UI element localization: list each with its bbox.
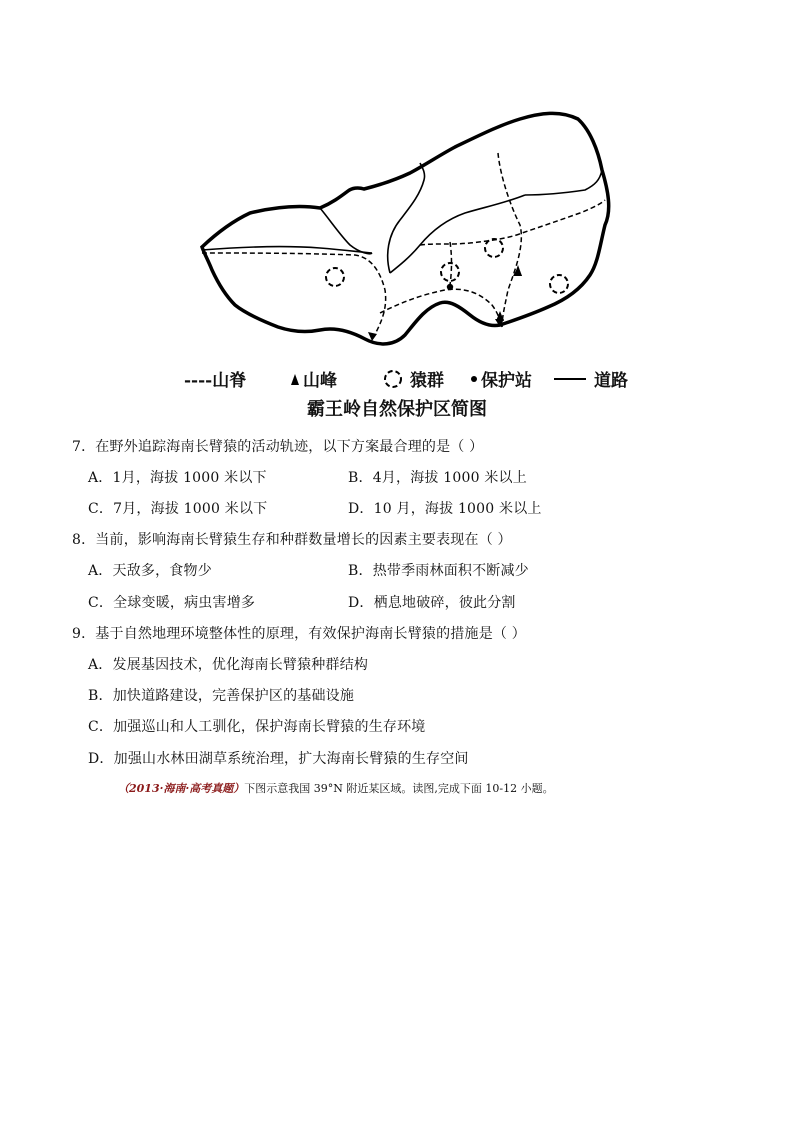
question-7-option-d: D．10 月，海拔 1000 米以上	[348, 501, 542, 517]
map-legend	[184, 364, 654, 390]
gibbon-group-icon	[485, 239, 503, 257]
figure-caption: 霸王岭自然保护区简图	[307, 399, 487, 420]
question-8-option-c: C．全球变暖，病虫害增多	[88, 595, 256, 611]
road	[320, 208, 372, 254]
reserve-boundary	[202, 113, 609, 344]
question-9-option-b: B．加快道路建设，完善保护区的基础设施	[88, 688, 355, 704]
source-note	[118, 780, 554, 796]
question-9-stem: 9．基于自然地理环境整体性的原理，有效保护海南长臂猿的措施是（ ）	[72, 626, 526, 642]
gibbon-group-icon	[441, 263, 459, 281]
legend-road: 道路	[554, 366, 628, 391]
station-icon	[470, 375, 478, 383]
ridge	[498, 153, 521, 327]
station-icon	[447, 284, 453, 290]
road-line-icon	[554, 376, 586, 382]
source-text: 下图示意我国 39°N 附近某区域。读图,完成下面 10-12 小题。	[244, 782, 554, 795]
question-9-option-d: D．加强山水林田湖草系统治理，扩大海南长臂猿的生存空间	[88, 751, 469, 767]
question-7-option-a: A．1月，海拔 1000 米以下	[88, 470, 267, 486]
source-tag: （2013·海南·高考真题）	[118, 782, 245, 795]
legend-gibbon: 猿群	[382, 366, 444, 391]
road	[202, 247, 372, 253]
gibbon-group-icon	[550, 275, 568, 293]
reserve-map	[180, 95, 640, 355]
ridge	[380, 289, 502, 327]
gibbon-group-icon	[382, 368, 404, 390]
peak-icon	[290, 372, 300, 386]
road	[525, 170, 602, 195]
gibbon-group-icon	[326, 268, 344, 286]
question-9-option-c: C．加强巡山和人工驯化，保护海南长臂猿的生存环境	[88, 719, 426, 735]
question-8-stem: 8．当前，影响海南长臂猿生存和种群数量增长的因素主要表现在（ ）	[72, 532, 512, 548]
legend-peak: 山峰	[290, 366, 337, 391]
legend-station: 保护站	[470, 366, 532, 391]
question-8-option-b: B．热带季雨林面积不断减少	[348, 563, 529, 579]
question-7-option-b: B．4月，海拔 1000 米以上	[348, 470, 527, 486]
question-7-stem: 7．在野外追踪海南长臂猿的活动轨迹，以下方案最合理的是（ ）	[72, 439, 484, 455]
question-8-option-a: A．天敌多，食物少	[88, 563, 212, 579]
question-7-option-c: C．7月，海拔 1000 米以下	[88, 501, 268, 517]
ridge	[420, 200, 605, 245]
question-9-option-a: A．发展基因技术，优化海南长臂猿种群结构	[88, 657, 369, 673]
question-8-option-d: D．栖息地破碎，彼此分割	[348, 595, 516, 611]
legend-ridge: ----山脊	[184, 371, 247, 391]
